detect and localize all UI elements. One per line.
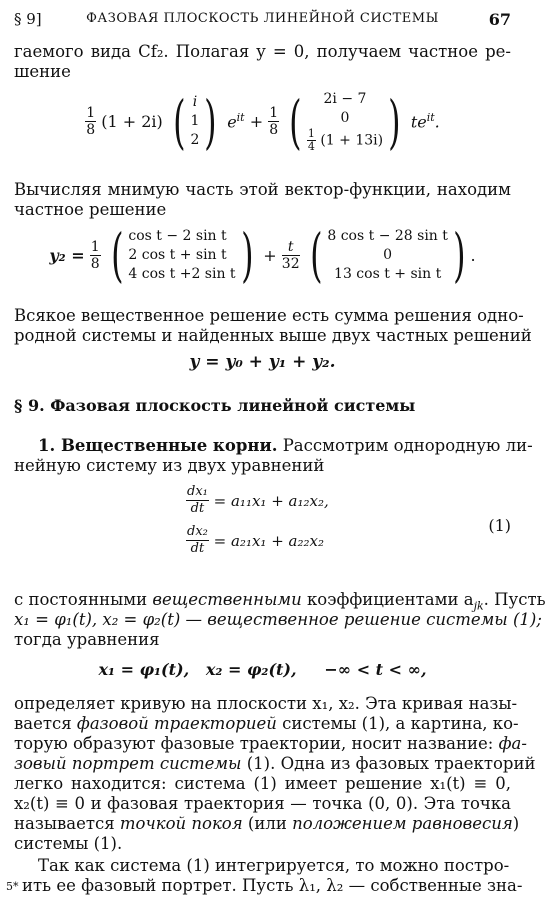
paragraph-line: тогда уравнения xyxy=(14,630,160,649)
paragraph-line: гаемого вида Cf₂. Полагая y = 0, получаем частное ре- xyxy=(14,42,511,61)
equation-system xyxy=(186,484,329,564)
equation-lhs: y₂ = xyxy=(49,245,85,265)
paragraph-line: вается фазовой траекторией системы (1), а картина, ко- xyxy=(14,714,519,733)
system-row-1: $\frac{\text{dx₁}}{dt}$ = a₁₁x₁ + a₁₂x₂, xyxy=(187,484,329,516)
paragraph-line: с постоянными вещественными коэффициентами $a_{jk}$. Пусть xyxy=(14,590,546,613)
vector-column: cos t − 2 sin t 2 cos t + sin t 4 cos t +2 sin t xyxy=(128,227,236,282)
fraction: $\frac{1}{8}$ xyxy=(269,105,279,138)
paragraph-text: Рассмотрим однородную ли- xyxy=(282,436,533,455)
left-paren: ( xyxy=(309,221,323,289)
equation-general-solution: y = y₀ + y₁ + y₂. xyxy=(189,352,336,372)
equation-phase-curve: x₁ = φ₁(t), x₂ = φ₂(t), −∞ < t < ∞, xyxy=(98,660,427,679)
paragraph-line: Так как система (1) интегрируется, то можно постро- xyxy=(38,856,510,875)
paragraph-line: торую образуют фазовые траектории, носит название: фа- xyxy=(14,734,527,753)
fraction: $\frac{1}{8}$ xyxy=(90,238,100,272)
equation-particular-complex xyxy=(0,87,525,156)
paragraph-line: легко находится: система (1) имеет решение x₁(t) ≡ 0, xyxy=(14,774,511,793)
header-running-title: ФАЗОВАЯ ПЛОСКОСТЬ ЛИНЕЙНОЙ СИСТЕМЫ xyxy=(86,11,439,26)
tail-term: $te^{it}$. xyxy=(410,111,440,132)
paragraph-line: системы (1). xyxy=(14,834,123,853)
right-paren: ) xyxy=(240,221,254,289)
plus-sign: + xyxy=(249,112,264,131)
paragraph-line: Всякое вещественное решение есть сумма решения одно- xyxy=(14,306,524,325)
paragraph-line xyxy=(14,436,533,456)
left-paren: ( xyxy=(289,87,302,156)
factor: (1 + 2i) xyxy=(101,112,163,131)
exponential: $e^{it}$ xyxy=(227,111,245,132)
signature-mark: 5* xyxy=(6,880,19,893)
period: . xyxy=(470,245,476,265)
fraction: $\frac{1}{8}$ xyxy=(86,105,96,138)
fraction: $\frac{t}{32}$ xyxy=(281,238,300,272)
paragraph-line: ить ее фазовый портрет. Пусть λ₁, λ₂ — собственные зна- xyxy=(22,876,523,895)
system-row-2: $\frac{\text{dx₂}}{dt}$ = a₂₁x₁ + a₂₂x₂ xyxy=(187,524,324,556)
vector-column: 8 cos t − 28 sin t 0 13 cos t + sin t xyxy=(327,227,448,282)
paragraph-line: определяет кривую на плоскости x₁, x₂. Эта кривая назы- xyxy=(14,694,518,713)
paragraph-line: нейную систему из двух уравнений xyxy=(14,456,325,475)
paragraph-line: родной системы и найденных выше двух частных решений xyxy=(14,326,532,345)
right-paren: ) xyxy=(204,87,217,156)
page-number: 67 xyxy=(488,10,511,29)
paragraph-line: x₁ = φ₁(t), x₂ = φ₂(t) — вещественное решение системы (1); xyxy=(14,610,542,629)
paragraph-line: называется точкой покоя (или положением равновесия) xyxy=(14,814,520,833)
equation-particular-real xyxy=(0,221,525,289)
paragraph-line: шение xyxy=(14,62,71,81)
page-header xyxy=(14,10,511,30)
vector-column: i 1 2 xyxy=(190,94,200,148)
paragraph-line: частное решение xyxy=(14,200,167,219)
vector-column: 2i − 7 0 $\frac{1}{4}$ (1 + 13i) xyxy=(307,91,384,153)
paragraph-line: Вычисляя мнимую часть этой вектор-функции, находим xyxy=(14,180,511,199)
plus-sign: + xyxy=(263,245,277,265)
right-paren: ) xyxy=(453,221,466,289)
left-paren: ( xyxy=(110,221,124,289)
section-heading: § 9. Фазовая плоскость линейной системы xyxy=(14,396,416,415)
paragraph-line: зовый портрет системы (1). Одна из фазовых траекторий xyxy=(14,754,536,773)
equation-number: (1) xyxy=(488,516,511,535)
left-paren: ( xyxy=(172,87,186,156)
header-section-ref: § 9] xyxy=(14,10,42,28)
right-paren: ) xyxy=(388,87,401,156)
subsection-heading: 1. Вещественные корни. xyxy=(38,436,278,455)
paragraph-line: x₂(t) ≡ 0 и фазовая траектория — точка (0, 0). Эта точка xyxy=(14,794,511,813)
